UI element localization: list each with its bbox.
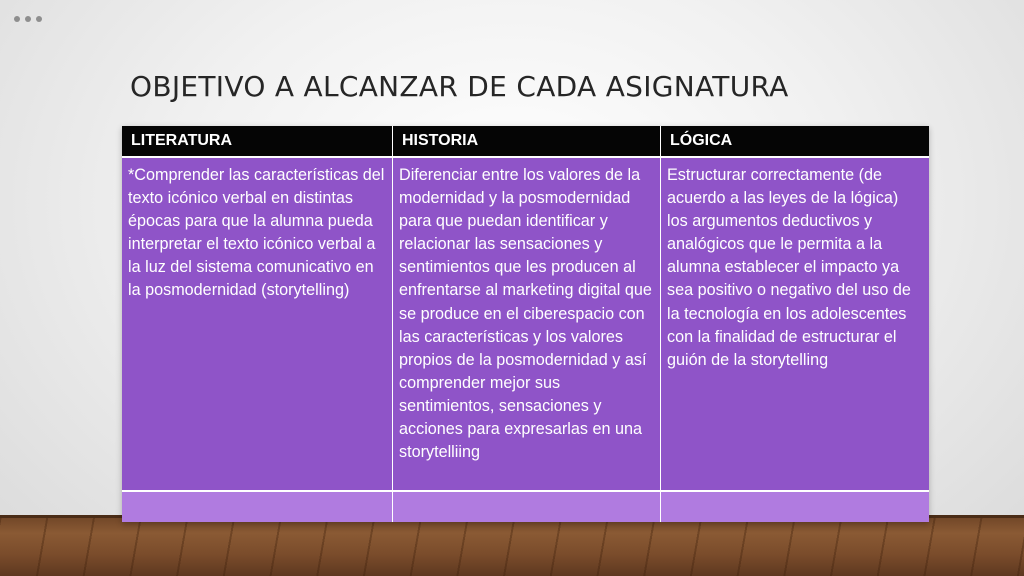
slide-corner-dots [14, 16, 42, 22]
header-logica: LÓGICA [660, 126, 929, 158]
dot-icon [36, 16, 42, 22]
empty-row-cell [660, 490, 929, 522]
cell-literatura-objective: *Comprender las características del texto icónico verbal en distintas épocas para que la alumna pueda interpretar el texto icónico verbal a la luz del sistema comunicativo en la posmodernidad (storytelling) [122, 158, 392, 490]
header-literatura: LITERATURA [122, 126, 392, 158]
dot-icon [25, 16, 31, 22]
slide-title: OBJETIVO A ALCANZAR DE CADA ASIGNATURA [130, 70, 789, 103]
empty-row-cell [122, 490, 392, 522]
empty-row-cell [392, 490, 660, 522]
wooden-floor [0, 515, 1024, 576]
header-historia: HISTORIA [392, 126, 660, 158]
dot-icon [14, 16, 20, 22]
cell-logica-objective: Estructurar correctamente (de acuerdo a las leyes de la lógica) los argumentos deductivos y analógicos que le permita a la alumna establecer el impacto ya sea positivo o negativo del uso de la tecnología en los adolescentes con la finalidad de estructurar el guión de la storytelling [660, 158, 929, 490]
subjects-table [122, 126, 929, 522]
cell-historia-objective: Diferenciar entre los valores de la modernidad y la posmodernidad para que puedan identificar y relacionar las sensaciones y sentimientos que les producen al enfrentarse al marketing digital que se produce en el ciberespacio con las características y los valores propios de la posmodernidad y así comprender mejor sus sentimientos, sensaciones y acciones para expresarlas en una storytelliing [392, 158, 660, 490]
